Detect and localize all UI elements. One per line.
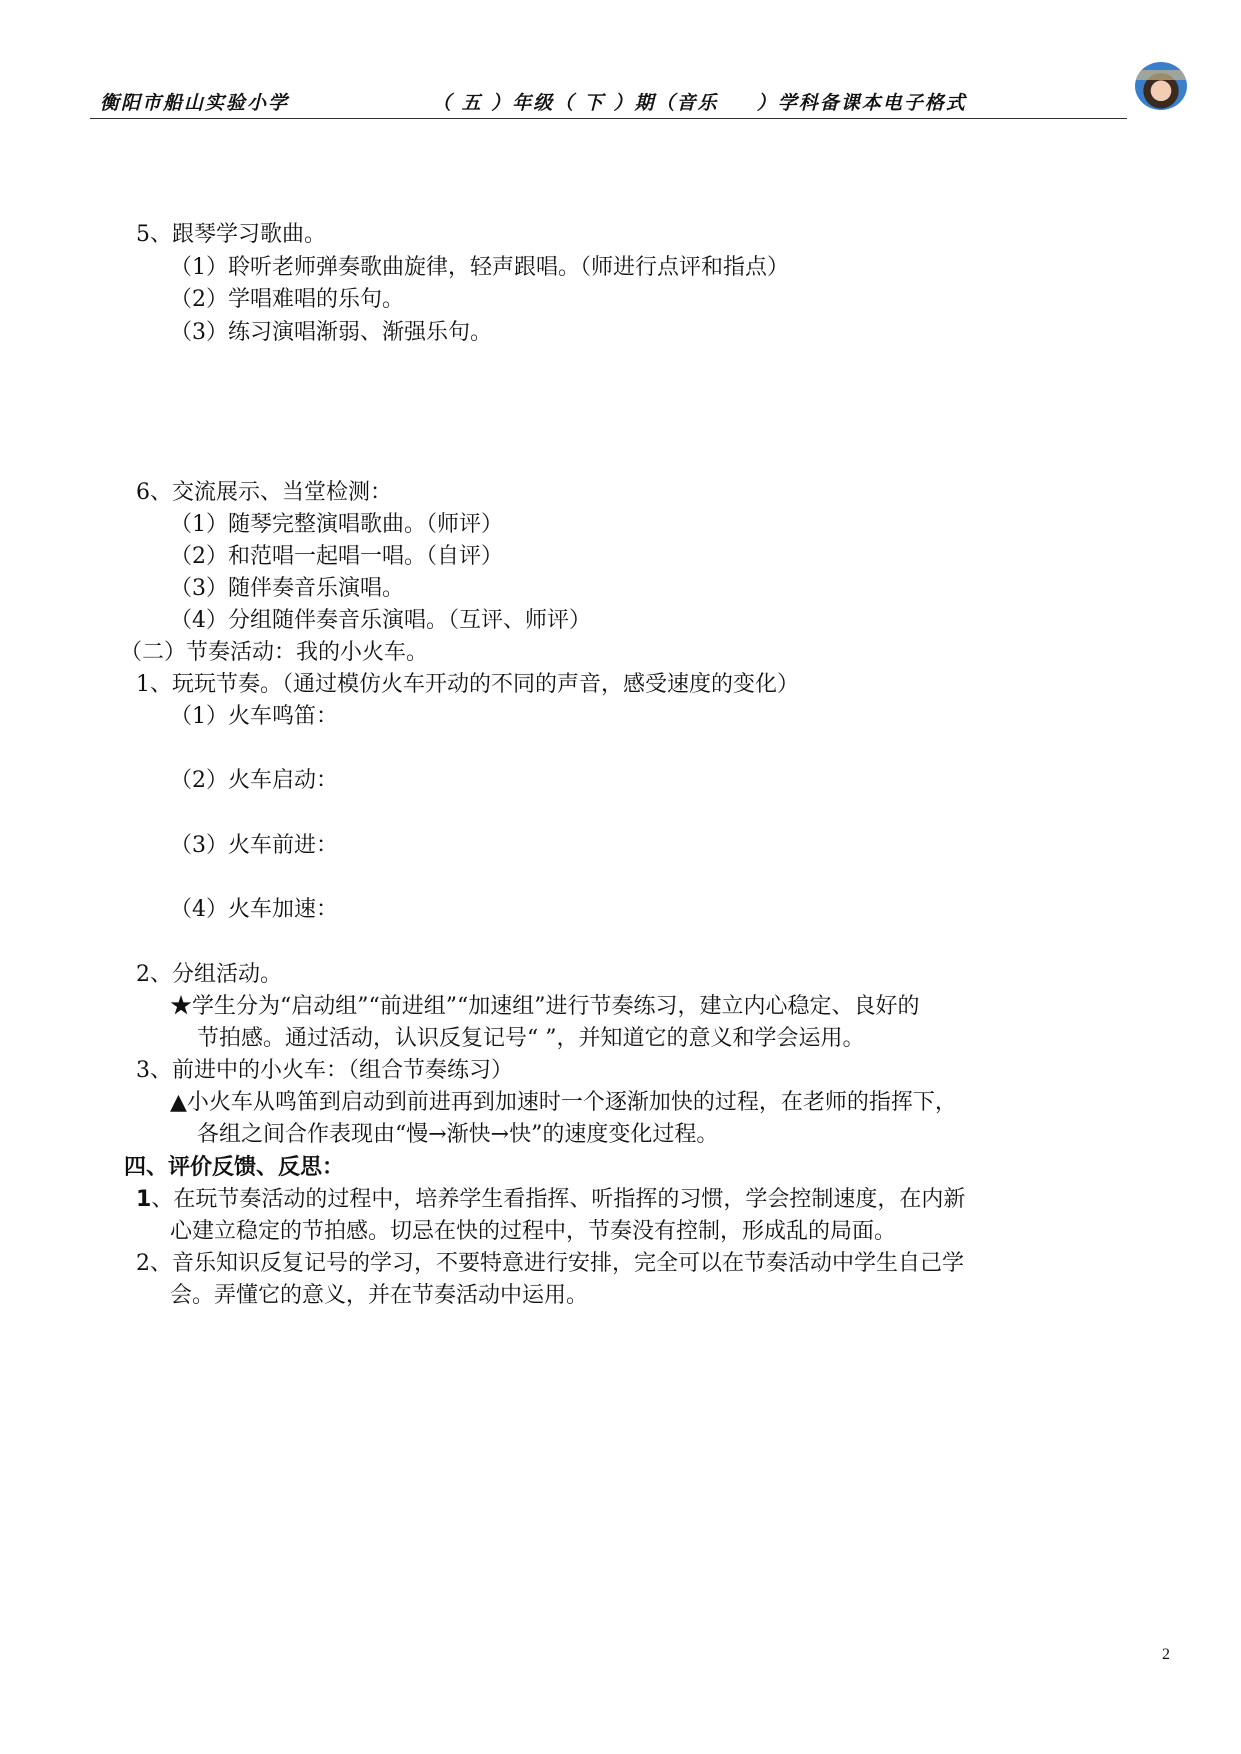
rhythm-3-triangle-line-1: ▲小火车从鸣笛到启动到前进再到加速时一个逐渐加快的过程，在老师的指挥下，	[170, 1090, 957, 1115]
feedback-2-line-1: 2、音乐知识反复记号的学习，不要特意进行安排，完全可以在节奏活动中学生自己学	[136, 1251, 964, 1276]
rhythm-2-title: 2、分组活动。	[136, 962, 282, 987]
step-5-title: 5、跟琴学习歌曲。	[136, 222, 326, 247]
part-2-title: （二）节奏活动：我的小火车。	[120, 640, 429, 665]
step-5-item-3: （3）练习演唱渐弱、渐强乐句。	[170, 320, 492, 345]
rhythm-1-title: 1、玩玩节奏。（通过模仿火车开动的不同的声音，感受速度的变化）	[136, 672, 799, 697]
feedback-1-number: 1	[136, 1187, 152, 1212]
step-6-item-2: （2）和范唱一起唱一唱。（自评）	[170, 544, 503, 569]
rhythm-2-star-line-1: ★学生分为“启动组”“前进组”“加速组”进行节奏练习，建立内心稳定、良好的	[170, 994, 920, 1019]
step-6-item-3: （3）随伴奏音乐演唱。	[170, 576, 404, 601]
rhythm-2-star-line-2: 节拍感。通过活动，认识反复记号“ ”，并知道它的意义和学会运用。	[197, 1026, 865, 1051]
header-rule	[90, 118, 1127, 119]
grade-subject-format: （ 五 ）年级（ 下 ）期（音乐 ）学科备课本电子格式	[432, 92, 967, 114]
step-6-title: 6、交流展示、当堂检测：	[136, 480, 392, 505]
feedback-1-line-2: 心建立稳定的节拍感。切忌在快的过程中，节奏没有控制，形成乱的局面。	[170, 1219, 897, 1244]
rhythm-1-item-1: （1）火车鸣笛：	[170, 704, 338, 729]
rhythm-1-item-4: （4）火车加速：	[170, 897, 338, 922]
step-5-item-1: （1）聆听老师弹奏歌曲旋律，轻声跟唱。（师进行点评和指点）	[170, 255, 789, 280]
school-name: 衡阳市船山实验小学	[100, 92, 290, 114]
step-6-item-4: （4）分组随伴奏音乐演唱。（互评、师评）	[170, 608, 591, 633]
avatar-photo	[1135, 62, 1187, 110]
step-6-item-1: （1）随琴完整演唱歌曲。（师评）	[170, 512, 503, 537]
section-4-heading: 四、评价反馈、反思：	[124, 1155, 345, 1180]
rhythm-3-triangle-line-2: 各组之间合作表现由“慢→渐快→快”的速度变化过程。	[197, 1122, 719, 1147]
rhythm-1-item-3: （3）火车前进：	[170, 833, 338, 858]
page-number: 2	[1162, 1646, 1170, 1663]
rhythm-3-title: 3、前进中的小火车：（组合节奏练习）	[136, 1058, 513, 1083]
feedback-1-line-1	[136, 1185, 965, 1215]
rhythm-1-item-2: （2）火车启动：	[170, 768, 338, 793]
step-5-item-2: （2）学唱难唱的乐句。	[170, 287, 404, 312]
page-header	[100, 88, 1130, 118]
feedback-1-text: 、在玩节奏活动的过程中，培养学生看指挥、听指挥的习惯，学会控制速度，在内新	[151, 1187, 966, 1212]
feedback-2-line-2: 会。弄懂它的意义，并在节奏活动中运用。	[170, 1283, 589, 1308]
